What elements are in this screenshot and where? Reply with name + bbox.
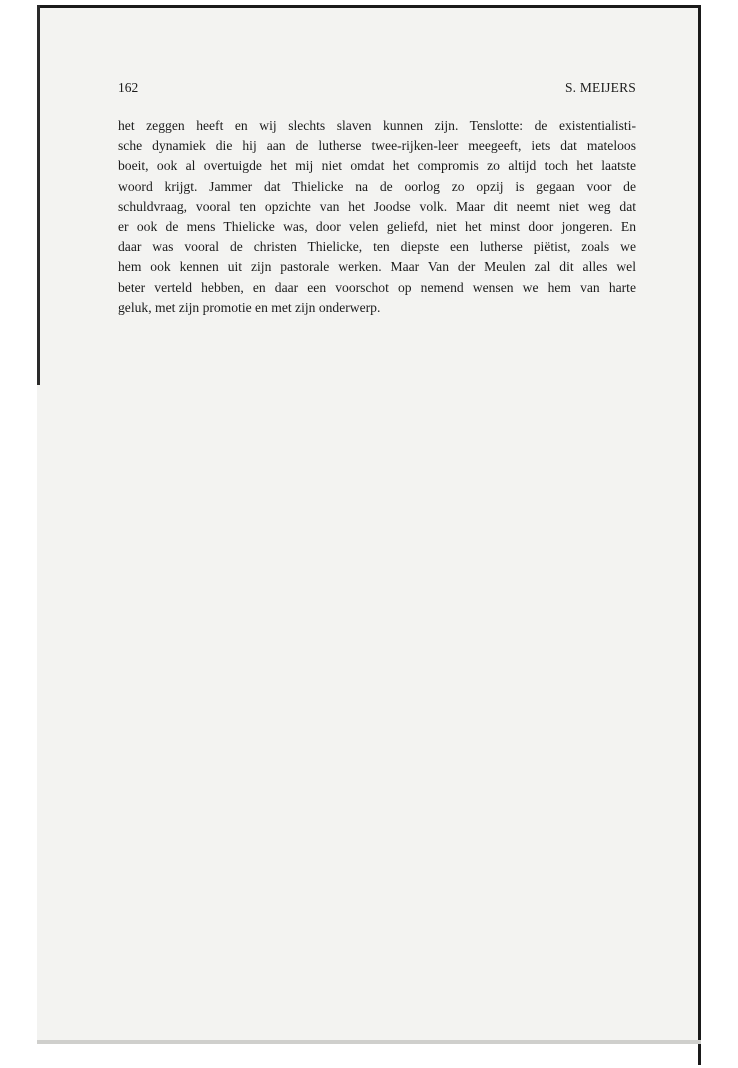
page-right-edge	[698, 5, 701, 1065]
body-paragraph	[118, 116, 636, 318]
text-line: boeit, ook al overtuigde het mij niet omdat het compromis zo altijd toch het laatste	[118, 158, 636, 174]
text-line: schuldvraag, vooral ten opzichte van het Joodse volk. Maar dit neemt niet weg dat	[118, 198, 636, 214]
text-line: het zeggen heeft en wij slechts slaven kunnen zijn. Tenslotte: de existentialisti-	[118, 118, 636, 133]
text-line: sche dynamiek die hij aan de lutherse twee-rijken-leer meegeeft, iets dat mateloos	[118, 138, 636, 154]
page-left-edge	[37, 5, 40, 385]
page-bottom-edge	[37, 1040, 701, 1044]
running-head	[118, 80, 636, 98]
text-line: beter verteld hebben, en daar een voorschot op nemend wensen we hem van harte	[118, 279, 636, 295]
text-line: woord krijgt. Jammer dat Thielicke na de oorlog zo opzij is gegaan voor de	[118, 178, 636, 194]
text-line: er ook de mens Thielicke was, door velen geliefd, niet het minst door jongeren. En	[118, 219, 636, 235]
page-number: 162	[118, 80, 139, 95]
running-head-author: S. MEIJERS	[564, 80, 636, 95]
text-line: daar was vooral de christen Thielicke, ten diepste een lutherse piëtist, zoals we	[118, 239, 636, 255]
text-line: hem ook kennen uit zijn pastorale werken. Maar Van der Meulen zal dit alles wel	[118, 259, 636, 275]
text-line: geluk, met zijn promotie en met zijn onderwerp.	[118, 299, 381, 315]
